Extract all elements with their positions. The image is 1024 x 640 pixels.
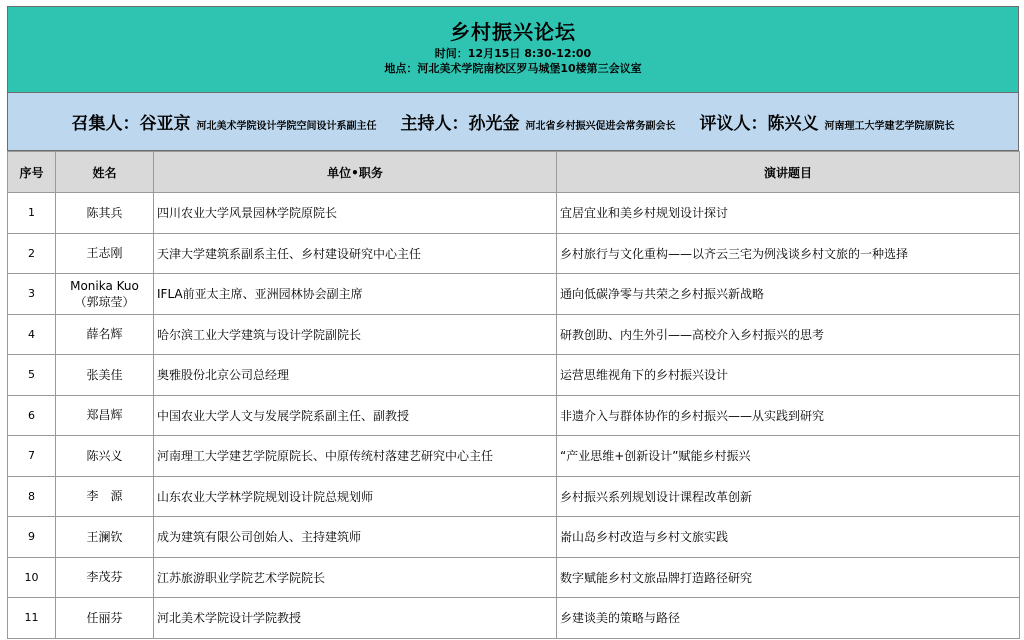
commentator <box>700 109 955 134</box>
table-row <box>8 314 1020 355</box>
row-name: 薛名辉 <box>56 314 154 355</box>
table-header-row <box>8 152 1020 193</box>
row-topic: 通向低碳净零与共荣之乡村振兴新战略 <box>557 274 1020 315</box>
row-no: 6 <box>8 395 56 436</box>
row-unit: 山东农业大学林学院规划设计院总规划师 <box>154 476 557 517</box>
row-name: 陈兴义 <box>56 436 154 477</box>
header-unit: 单位•职务 <box>154 152 557 193</box>
row-name: 任丽芬 <box>56 598 154 639</box>
row-name <box>56 274 154 315</box>
table-row <box>8 274 1020 315</box>
row-topic: 运营思维视角下的乡村振兴设计 <box>557 355 1020 396</box>
moderator-org: 河北省乡村振兴促进会常务副会长 <box>525 121 676 132</box>
table-row <box>8 355 1020 396</box>
row-name: 郑昌辉 <box>56 395 154 436</box>
row-unit: IFLA前亚太主席、亚洲园林协会副主席 <box>154 274 557 315</box>
header-name: 姓名 <box>56 152 154 193</box>
convener <box>72 109 377 134</box>
row-name-chinese: （郭琼莹） <box>74 294 135 309</box>
row-topic: 数字赋能乡村文旅品牌打造路径研究 <box>557 557 1020 598</box>
table-row <box>8 476 1020 517</box>
row-name: 李 源 <box>56 476 154 517</box>
row-topic: 研教创助、内生外引——高校介入乡村振兴的思考 <box>557 314 1020 355</box>
row-no: 10 <box>8 557 56 598</box>
row-unit: 河北美术学院设计学院教授 <box>154 598 557 639</box>
row-topic: 乡建谈美的策略与路径 <box>557 598 1020 639</box>
row-no: 7 <box>8 436 56 477</box>
commentator-org: 河南理工大学建艺学院原院长 <box>824 121 955 132</box>
row-topic: 嵛山岛乡村改造与乡村文旅实践 <box>557 517 1020 558</box>
row-no: 3 <box>8 274 56 315</box>
row-unit: 天津大学建筑系副系主任、乡村建设研究中心主任 <box>154 233 557 274</box>
forum-time: 时间：12月15日 8:30-12:00 <box>434 47 592 60</box>
row-no: 1 <box>8 193 56 234</box>
header-topic: 演讲题目 <box>557 152 1020 193</box>
moderator <box>401 109 676 134</box>
row-unit: 成为建筑有限公司创始人、主持建筑师 <box>154 517 557 558</box>
row-unit: 四川农业大学风景园林学院原院长 <box>154 193 557 234</box>
forum-title: 乡村振兴论坛 <box>450 20 576 44</box>
row-topic: “产业思维+创新设计”赋能乡村振兴 <box>557 436 1020 477</box>
row-topic: 乡村旅行与文化重构——以齐云三宅为例浅谈乡村文旅的一种选择 <box>557 233 1020 274</box>
row-name: 陈其兵 <box>56 193 154 234</box>
table-row <box>8 193 1020 234</box>
row-name: 张美佳 <box>56 355 154 396</box>
table-row <box>8 233 1020 274</box>
hosts-row <box>7 93 1019 151</box>
convener-org: 河北美术学院设计学院空间设计系副主任 <box>196 121 377 132</box>
forum-place: 地点：河北美术学院南校区罗马城堡10楼第三会议室 <box>384 62 642 75</box>
header-no: 序号 <box>8 152 56 193</box>
row-unit: 江苏旅游职业学院艺术学院院长 <box>154 557 557 598</box>
row-unit: 奥雅股份北京公司总经理 <box>154 355 557 396</box>
row-name-latin: Monika Kuo <box>70 278 139 293</box>
row-unit: 中国农业大学人文与发展学院系副主任、副教授 <box>154 395 557 436</box>
forum-banner <box>7 6 1019 93</box>
convener-name: 召集人：谷亚京 <box>71 114 191 134</box>
table-row <box>8 598 1020 639</box>
row-unit: 哈尔滨工业大学建筑与设计学院副院长 <box>154 314 557 355</box>
row-no: 8 <box>8 476 56 517</box>
row-no: 9 <box>8 517 56 558</box>
row-topic: 乡村振兴系列规划设计课程改革创新 <box>557 476 1020 517</box>
row-unit: 河南理工大学建艺学院原院长、中原传统村落建艺研究中心主任 <box>154 436 557 477</box>
table-row <box>8 517 1020 558</box>
commentator-name: 评议人：陈兴义 <box>699 114 819 134</box>
row-name: 李茂芬 <box>56 557 154 598</box>
row-no: 4 <box>8 314 56 355</box>
row-no: 5 <box>8 355 56 396</box>
moderator-name: 主持人：孙光金 <box>400 114 520 134</box>
row-no: 2 <box>8 233 56 274</box>
row-name: 王志刚 <box>56 233 154 274</box>
row-no: 11 <box>8 598 56 639</box>
agenda-sheet <box>7 6 1019 636</box>
table-row <box>8 395 1020 436</box>
table-row <box>8 557 1020 598</box>
speakers-table <box>7 151 1020 639</box>
row-name: 王澜钦 <box>56 517 154 558</box>
row-topic: 非遗介入与群体协作的乡村振兴——从实践到研究 <box>557 395 1020 436</box>
table-row <box>8 436 1020 477</box>
row-topic: 宜居宜业和美乡村规划设计探讨 <box>557 193 1020 234</box>
